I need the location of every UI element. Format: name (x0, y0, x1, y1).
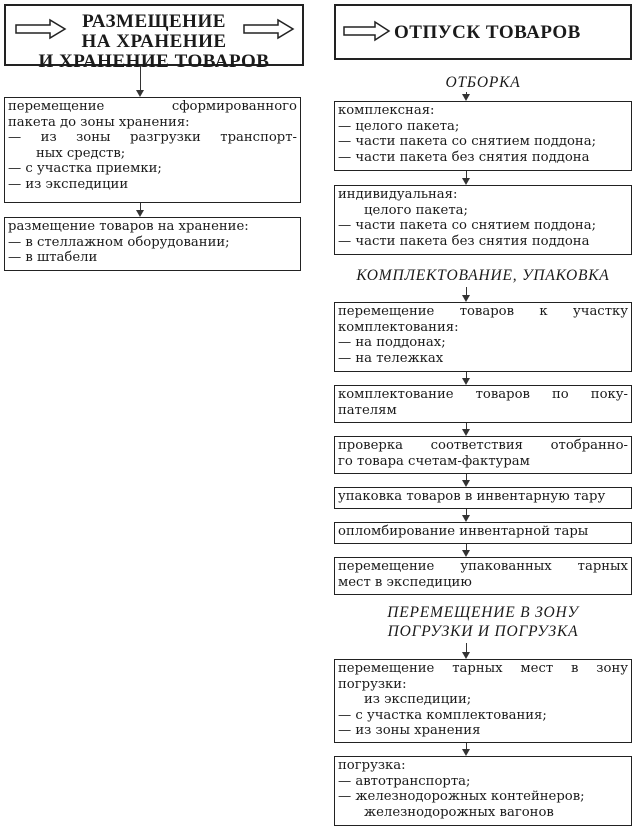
arrow-down-icon (462, 652, 470, 659)
box-loading (334, 756, 632, 826)
box-line: — из зоны разгрузки транспорт- (8, 130, 297, 145)
box-line: го товара счетам-фактурам (338, 453, 530, 469)
box-check-invoices (334, 436, 632, 474)
left-box-move-to-storage (4, 97, 301, 203)
left-box-placement (4, 217, 301, 271)
section-title-picking: ОТБОРКА (445, 74, 521, 91)
box-line: размещение товаров на хранение: (8, 219, 249, 234)
box-line: — на тележках (338, 350, 444, 366)
box-line: пакета до зоны хранения: (8, 114, 190, 130)
box-line: мест в экспедицию (338, 574, 472, 590)
box-line: ных средств; (36, 145, 126, 161)
left-header-box (4, 4, 304, 72)
section-title-line: ПЕРЕМЕЩЕНИЕ В ЗОНУ (387, 604, 579, 621)
box-line: — из экспедиции (8, 176, 129, 192)
box-line: — в стеллажном оборудовании; (8, 234, 230, 250)
box-line: комплектование товаров по поку- (338, 387, 628, 402)
right-header-title: ОТПУСК ТОВАРОВ (394, 22, 581, 43)
box-line: перемещение товаров к участку (338, 304, 628, 319)
arrow-down-icon (462, 378, 470, 385)
box-line: — части пакета без снятия поддона (338, 233, 590, 249)
box-line: — железнодорожных контейнеров; (338, 789, 585, 804)
box-line: — части пакета со снятием поддона; (338, 218, 597, 233)
right-arrow-icon (342, 20, 392, 42)
box-individual-picking (334, 185, 632, 255)
left-header-line: РАЗМЕЩЕНИЕ (82, 11, 226, 32)
box-move-to-loading-zone (334, 659, 632, 743)
box-line: перемещение тарных мест в зону (338, 661, 628, 676)
arrow-down-icon (136, 90, 144, 97)
box-line: упаковка товаров в инвентарную тару (338, 489, 606, 504)
box-line: — части пакета без снятия поддона (338, 149, 590, 165)
box-move-to-assembly (334, 302, 632, 372)
box-line: — целого пакета; (338, 118, 460, 134)
box-assemble-by-buyers (334, 385, 632, 423)
box-line: индивидуальная: (338, 187, 458, 202)
arrow-down-icon (462, 515, 470, 522)
arrow-down-icon (462, 295, 470, 302)
box-line: комплектования: (338, 319, 459, 335)
box-line: — автотранспорта; (338, 773, 471, 789)
connector-line (140, 66, 141, 92)
right-header-box (334, 4, 632, 60)
arrow-down-icon (136, 210, 144, 217)
box-pack-goods (334, 487, 632, 509)
left-header-line: И ХРАНЕНИЕ ТОВАРОВ (38, 51, 270, 72)
box-line: комплексная: (338, 103, 435, 118)
box-line: — на поддонах; (338, 335, 446, 350)
arrow-down-icon (462, 94, 470, 101)
box-seal-containers (334, 522, 632, 544)
arrow-down-icon (462, 178, 470, 185)
arrow-down-icon (462, 550, 470, 557)
box-line: — части пакета со снятием поддона; (338, 134, 597, 149)
box-line: перемещение сформированного (8, 99, 297, 114)
box-line: — в штабели (8, 250, 98, 265)
section-title-loading (334, 603, 632, 641)
box-line: проверка соответствия отобранно- (338, 438, 628, 453)
box-line: железнодорожных вагонов (364, 804, 554, 820)
box-complex-picking (334, 101, 632, 171)
arrow-down-icon (462, 480, 470, 487)
arrow-down-icon (462, 749, 470, 756)
left-header-line: НА ХРАНЕНИЕ (81, 31, 227, 52)
box-line: погрузки: (338, 676, 407, 692)
box-line: опломбирование инвентарной тары (338, 524, 589, 539)
box-line: — с участка приемки; (8, 161, 162, 176)
box-move-packed (334, 557, 632, 595)
section-title-line: ПОГРУЗКИ И ПОГРУЗКА (387, 623, 579, 640)
box-line: погрузка: (338, 758, 406, 773)
box-line: перемещение упакованных тарных (338, 559, 628, 574)
section-title-assembly: КОМПЛЕКТОВАНИЕ, УПАКОВКА (356, 267, 610, 284)
box-line: целого пакета; (364, 202, 468, 218)
box-line: — с участка комплектования; (338, 707, 547, 723)
box-line: из экспедиции; (364, 692, 472, 707)
arrow-down-icon (462, 429, 470, 436)
box-line: — из зоны хранения (338, 723, 481, 738)
box-line: пателям (338, 402, 397, 418)
